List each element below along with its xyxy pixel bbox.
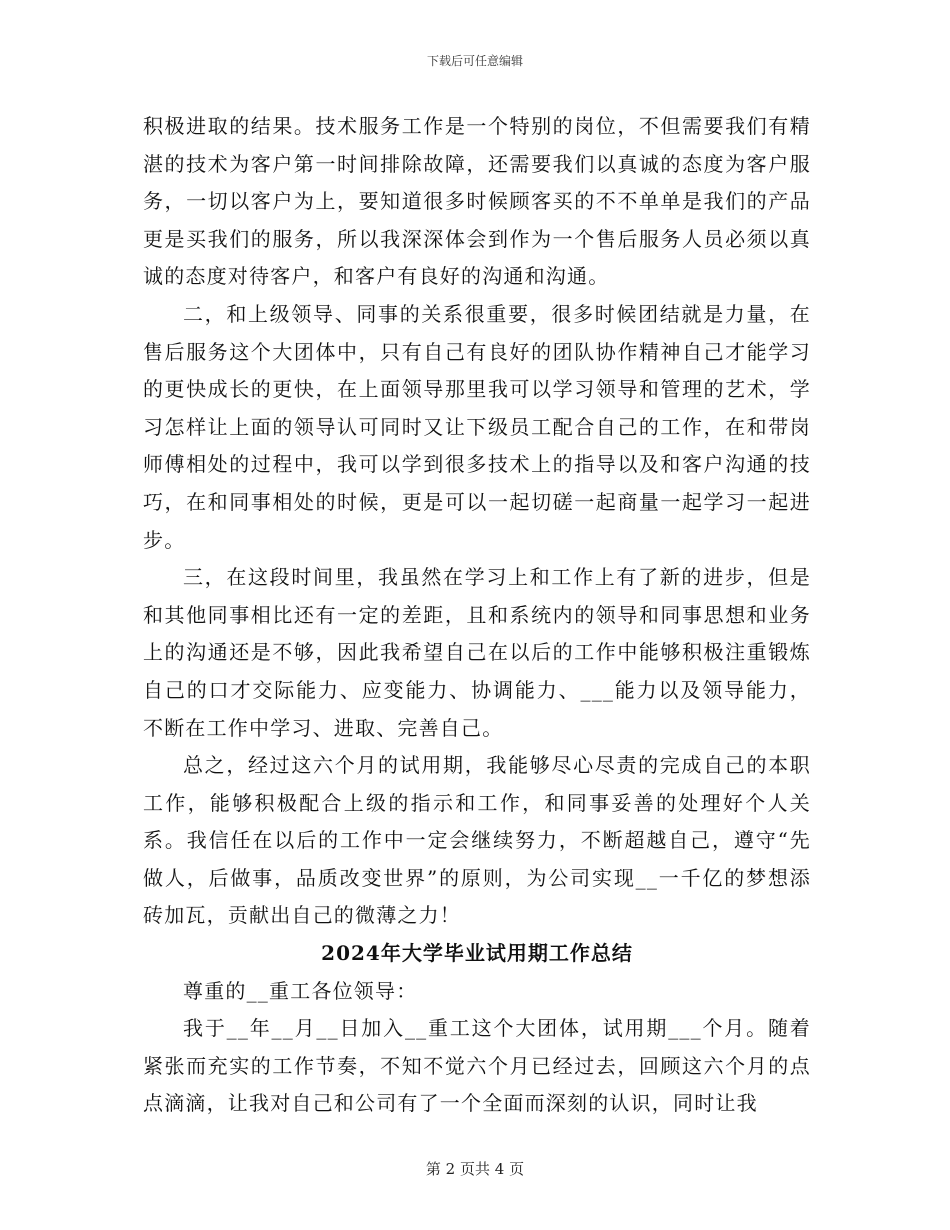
paragraph-two: 二，和上级领导、同事的关系很重要，很多时候团结就是力量，在售后服务这个大团体中，只有自己有良好的团队协作精神自己才能学习的更快成长的更快，在上面领导那里我可以学习领导和管理的艺术，学习怎样让上面的领导认可同时又让下级员工配合自己的工作，在和带岗师傅相处的过程中，我可以学到很多技术上的指导以及和客户沟通的技巧，在和同事相处的时候，更是可以一起切磋一起商量一起学习一起进步。 <box>143 301 811 552</box>
salutation: 尊重的__重工各位领导： <box>183 978 418 1003</box>
section-title: 2024年大学毕业试用期工作总结 <box>321 941 633 966</box>
paragraph-three: 三，在这段时间里，我虽然在学习上和工作上有了新的进步，但是和其他同事相比还有一定的差距，且和系统内的领导和同事思想和业务上的沟通还是不够，因此我希望自己在以后的工作中能够积极注重锻炼自己的口才交际能力、应变能力、协调能力、___能力以及领导能力，不断在工作中学习、进取、完善自己。 <box>143 565 811 740</box>
paragraph-conclusion: 总之，经过这六个月的试用期，我能够尽心尽责的完成自己的本职工作，能够积极配合上级的指示和工作，和同事妥善的处理好个人关系。我信任在以后的工作中一定会继续努力，不断超越自己，遵守“先做人，后做事，品质改变世界”的原则，为公司实现__一千亿的梦想添砖加瓦，贡献出自己的微薄之力！ <box>143 753 811 928</box>
paragraph-intro: 我于__年__月__日加入__重工这个大团体，试用期___个月。随着紧张而充实的工作节奏，不知不觉六个月已经过去，回顾这六个月的点点滴滴，让我对自己和公司有了一个全面而深刻的认识，同时让我 <box>143 1016 811 1116</box>
document-body <box>143 108 811 1123</box>
paragraph-continuation: 积极进取的结果。技术服务工作是一个特别的岗位，不但需要我们有精湛的技术为客户第一时间排除故障，还需要我们以真诚的态度为客户服务，一切以客户为上，要知道很多时候顾客买的不不单单是我们的产品更是买我们的服务，所以我深深体会到作为一个售后服务人员必须以真诚的态度对待客户，和客户有良好的沟通和沟通。 <box>143 114 811 289</box>
page-header: 下载后可任意编辑 <box>426 54 523 68</box>
page-footer: 第 2 页共 4 页 <box>425 1160 525 1178</box>
